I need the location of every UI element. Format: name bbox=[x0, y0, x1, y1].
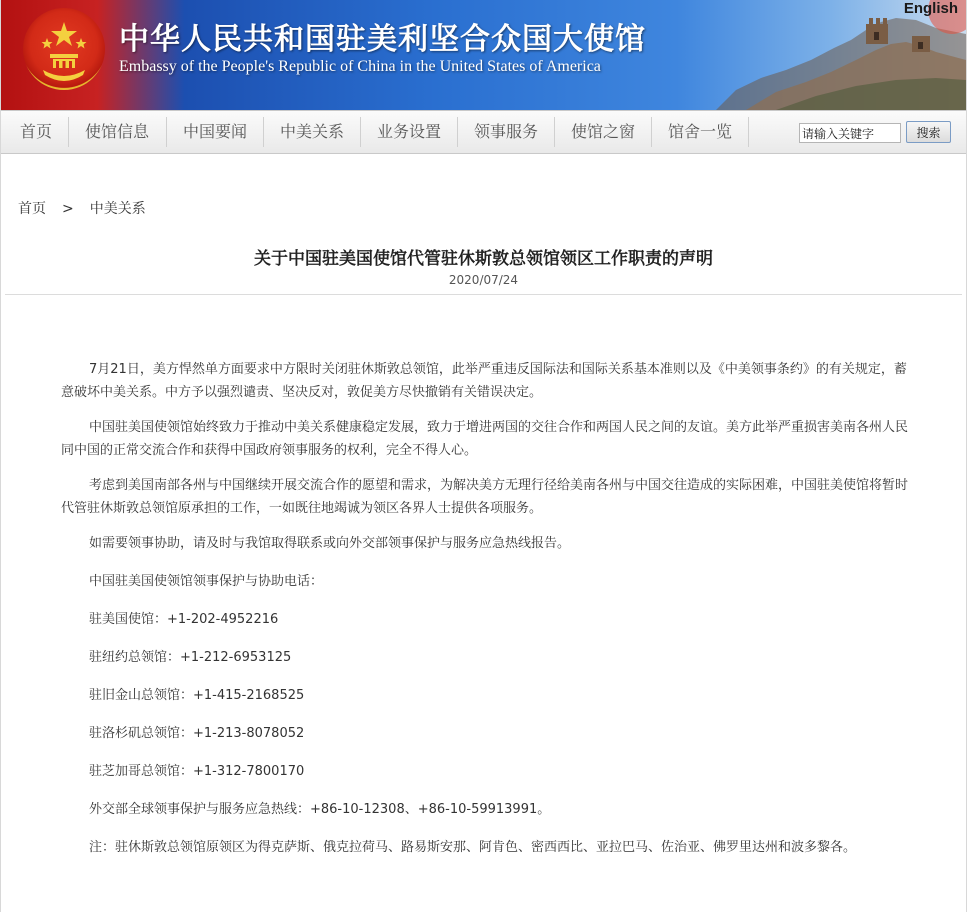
article-paragraph: 考虑到美国南部各州与中国继续开展交流合作的愿望和需求，为解决美方无理行径给美南各州与中国交往造成的实际困难，中国驻美使馆将暂时代管驻休斯敦总领馆原承担的工作，一如既往地竭诚为领区各界人士提供各项服务。 bbox=[61, 478, 909, 516]
site-title-chinese: 中华人民共和国驻美利坚合众国大使馆 bbox=[119, 22, 646, 57]
article-body bbox=[61, 358, 916, 859]
article-line-phone-heading: 中国驻美国使领馆领事保护与协助电话： bbox=[89, 574, 324, 589]
phone-hotline: 外交部全球领事保护与服务应急热线：+86-10-12308、+86-10-59913991。 bbox=[89, 802, 551, 817]
nav-item-premises[interactable]: 馆舍一览 bbox=[667, 122, 732, 141]
site-title-english: Embassy of the People's Republic of China in the United States of America bbox=[119, 58, 601, 75]
search-button[interactable]: 搜索 bbox=[906, 121, 951, 143]
breadcrumb-separator: > bbox=[62, 201, 74, 217]
article-line-assistance: 如需要领事协助，请及时与我馆取得联系或向外交部领事保护与服务应急热线报告。 bbox=[89, 536, 571, 551]
phone-embassy: 驻美国使馆：+1-202-4952216 bbox=[89, 612, 279, 627]
nav-item-embassy-info[interactable]: 使馆信息 bbox=[84, 122, 149, 141]
phone-chicago: 驻芝加哥总领馆：+1-312-7800170 bbox=[89, 764, 305, 779]
article-paragraph: 7月21日，美方悍然单方面要求中方限时关闭驻休斯敦总领馆，此举严重违反国际法和国际关系基本准则以及《中美领事条约》的有关规定，蓄意破坏中美关系。中方予以强烈谴责、坚决反对，敦促美方尽快撤销有关错误决定。 bbox=[61, 362, 907, 400]
breadcrumb-current[interactable]: 中美关系 bbox=[89, 201, 146, 217]
article-note: 注：驻休斯敦总领馆原领区为得克萨斯、俄克拉荷马、路易斯安那、阿肯色、密西西比、亚拉巴马、佐治亚、佛罗里达州和波多黎各。 bbox=[89, 840, 857, 855]
nav-item-consular-services[interactable]: 领事服务 bbox=[473, 122, 538, 141]
search-input[interactable] bbox=[799, 123, 901, 143]
article-paragraph: 中国驻美国使领馆始终致力于推动中美关系健康稳定发展，致力于增进两国的交往合作和两国人民之间的友谊。美方此举严重损害美南各州人民同中国的正常交流合作和获得中国政府领事服务的权利，完全不得人心。 bbox=[61, 420, 909, 458]
header-divider bbox=[5, 294, 962, 295]
site-banner bbox=[1, 0, 966, 110]
english-language-link[interactable]: English bbox=[903, 0, 958, 17]
main-nav bbox=[1, 110, 966, 154]
nav-item-embassy-window[interactable]: 使馆之窗 bbox=[570, 122, 635, 141]
breadcrumb-home[interactable]: 首页 bbox=[18, 201, 46, 217]
phone-los-angeles: 驻洛杉矶总领馆：+1-213-8078052 bbox=[89, 726, 305, 741]
nav-item-services[interactable]: 业务设置 bbox=[376, 122, 441, 141]
phone-new-york: 驻纽约总领馆：+1-212-6953125 bbox=[89, 650, 292, 665]
phone-san-francisco: 驻旧金山总领馆：+1-415-2168525 bbox=[89, 688, 305, 703]
article-date: 2020/07/24 bbox=[448, 273, 519, 287]
nav-item-home[interactable]: 首页 bbox=[19, 122, 52, 141]
breadcrumb bbox=[18, 198, 146, 218]
nav-item-china-us-relations[interactable]: 中美关系 bbox=[279, 122, 344, 141]
article-title: 关于中国驻美国使馆代管驻休斯敦总领馆领区工作职责的声明 bbox=[254, 249, 713, 269]
nav-divider bbox=[748, 117, 749, 147]
nav-item-china-news[interactable]: 中国要闻 bbox=[182, 122, 247, 141]
national-emblem-icon bbox=[23, 8, 105, 90]
